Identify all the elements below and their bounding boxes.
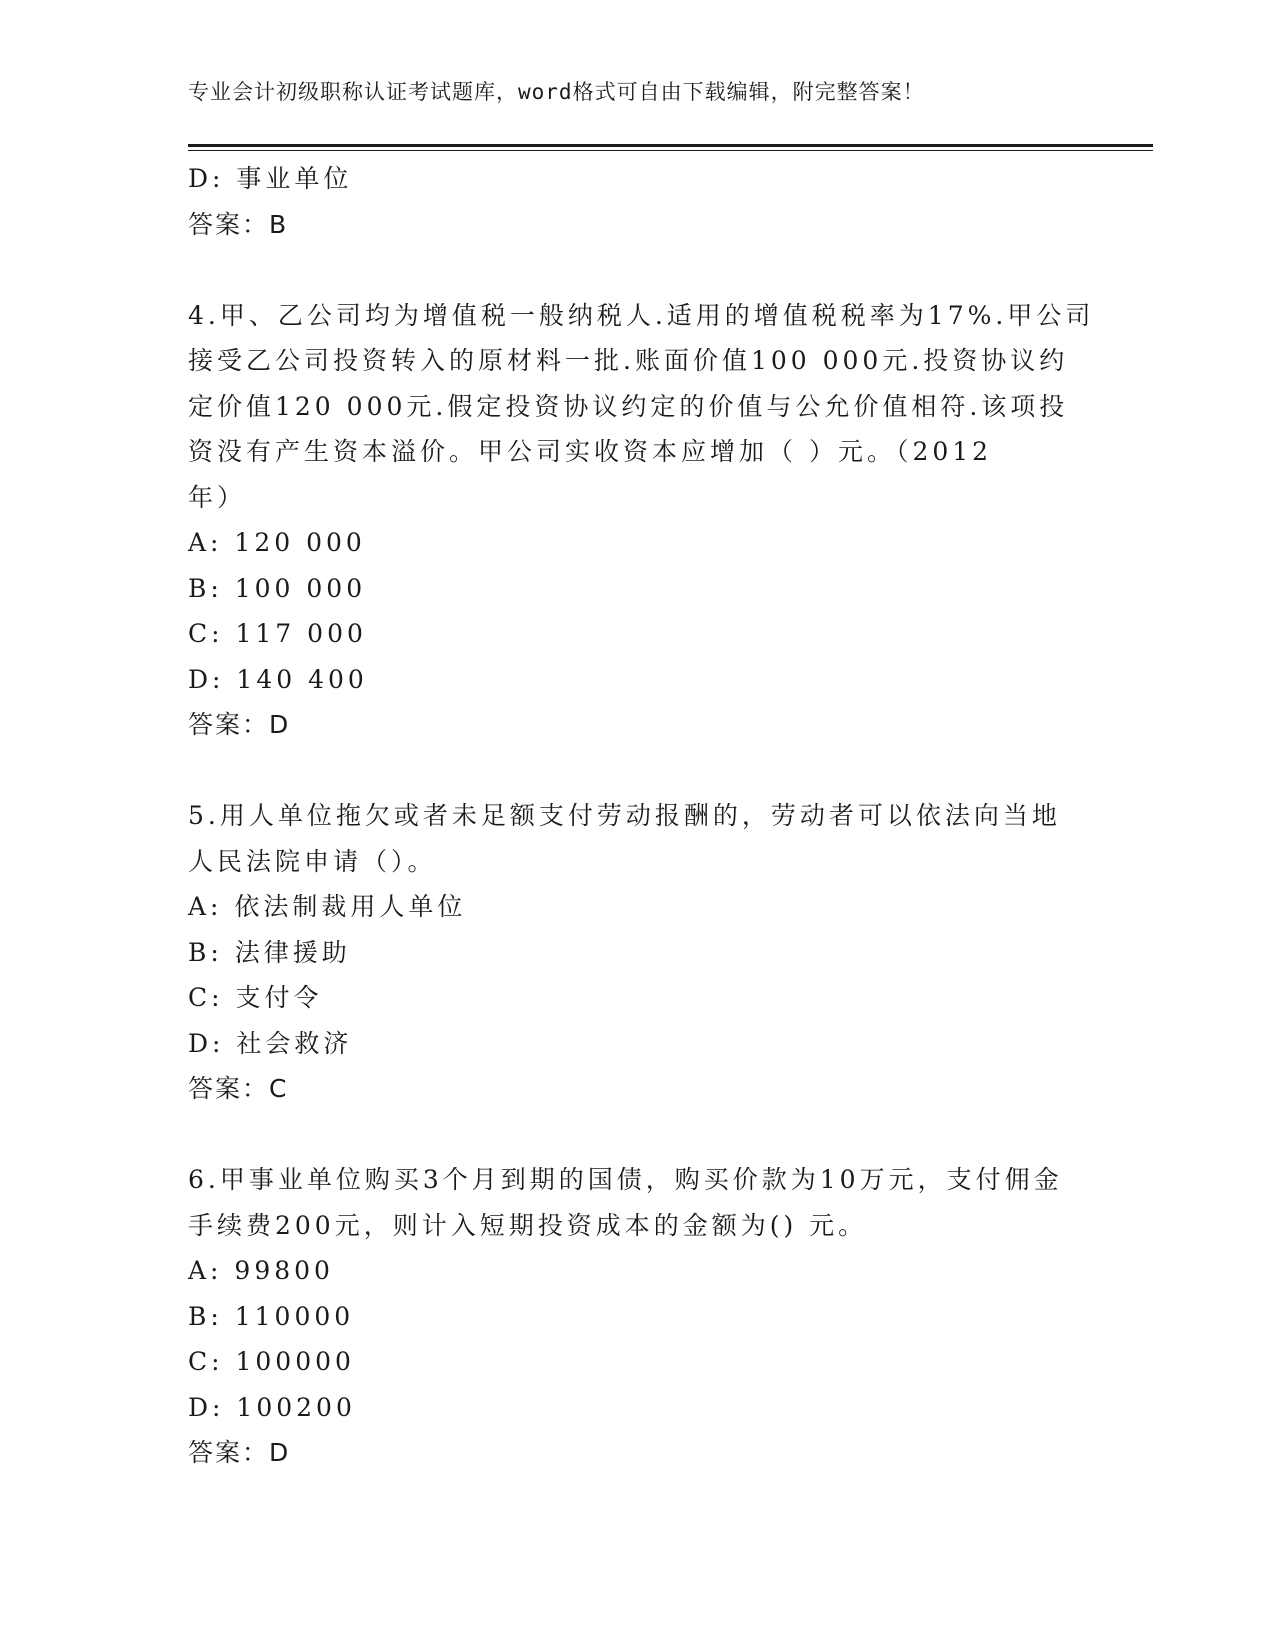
answer-label: 答案：D <box>188 710 291 739</box>
header-rule-thick <box>188 144 1153 147</box>
page-header: 专业会计初级职称认证考试题库，word格式可自由下载编辑，附完整答案！ <box>188 80 925 104</box>
question-text-line: 资没有产生资本溢价。甲公司实收资本应增加（ ）元。（2012 <box>188 437 993 466</box>
answer-label: 答案：D <box>188 1438 291 1467</box>
option-a: A: 120 000 <box>188 528 366 557</box>
question-text-line: 4.甲、乙公司均为增值税一般纳税人.适用的增值税税率为17%.甲公司 <box>188 300 1095 330</box>
question-text-line: 接受乙公司投资转入的原材料一批.账面价值100 000元.投资协议约 <box>188 346 1069 375</box>
question-block <box>188 293 1095 748</box>
option-d: D: 社会救济 <box>188 1028 353 1058</box>
option-c: C: 100000 <box>188 1347 355 1376</box>
spacer <box>188 748 1088 794</box>
question-content <box>188 156 1095 1476</box>
answer-label: 答案：C <box>188 1074 289 1103</box>
spacer <box>188 247 1088 293</box>
option-c: C: 117 000 <box>188 619 367 648</box>
question-block <box>188 793 1088 1112</box>
question-text-line: 定价值120 000元.假定投资协议约定的价值与公允价值相符.该项投 <box>188 391 1069 421</box>
question-block <box>188 1157 1088 1476</box>
question-text-line: 人民法院申请（）。 <box>188 846 437 876</box>
question-text-line: 手续费200元，则计入短期投资成本的金额为() 元。 <box>188 1210 868 1240</box>
question-text-line: 5.用人单位拖欠或者未足额支付劳动报酬的，劳动者可以依法向当地 <box>188 801 1061 830</box>
question-text-line: 6.甲事业单位购买3个月到期的国债，购买价款为10万元，支付佣金 <box>188 1165 1063 1194</box>
spacer <box>188 1112 1088 1158</box>
answer-label: 答案：B <box>188 209 289 239</box>
option-d: D: 140 400 <box>188 664 368 694</box>
option-b: B: 100 000 <box>188 573 367 603</box>
option-b: B: 法律援助 <box>188 937 351 967</box>
option-a: A: 依法制裁用人单位 <box>188 892 467 921</box>
question-text-line: 年） <box>188 482 247 512</box>
option-b: B: 110000 <box>188 1301 355 1331</box>
option-d: D: 100200 <box>188 1392 356 1422</box>
header-rule-thin <box>188 150 1153 151</box>
option-d: D: 事业单位 <box>188 164 353 193</box>
option-a: A: 99800 <box>188 1256 334 1285</box>
option-c: C: 支付令 <box>188 983 323 1012</box>
